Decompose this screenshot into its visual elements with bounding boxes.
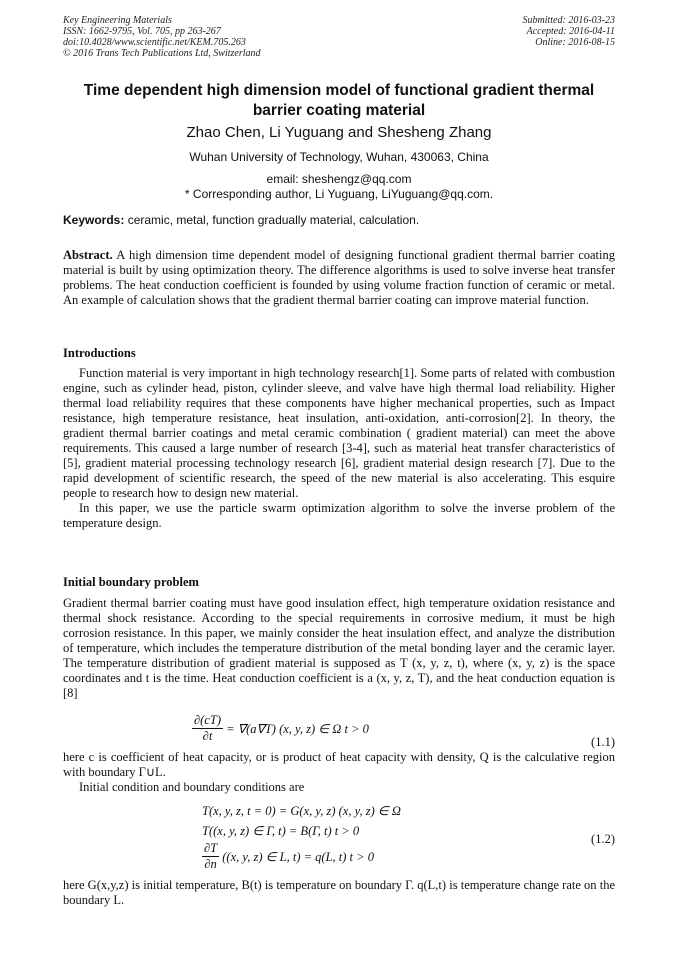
abstract — [63, 248, 615, 308]
dates-header — [523, 15, 616, 48]
journal-copyright: © 2016 Trans Tech Publications Ltd, Switzerland — [63, 48, 261, 59]
equation-1-1 — [192, 713, 369, 744]
keywords — [63, 213, 623, 227]
equation-1-2-line-3 — [202, 841, 374, 872]
journal-doi: doi:10.4028/www.scientific.net/KEM.705.263 — [63, 37, 246, 48]
eq1-numerator: ∂(cT) — [194, 713, 222, 727]
ibp-paragraph-1: Gradient thermal barrier coating must have good insulation effect, high temperature oxidation resistance and thermal shock resistance. According to the special requirements in corrosive medium, it must be high corrosion resistance. In this paper, we mainly consider the heat insulation effect, and analyze the distribution of temperature, which includes the temperature distribution of the metal bonding layer and the ceramic layer. The temperature distribution of gradient material is supposed as T (x, y, z, t), where (x, y, z) is the space coordinates and t is the time. Heat conduction coefficient is a (x, y, z, T), and the heat conduction equation is [8] — [63, 596, 615, 700]
journal-issn: ISSN: 1662-9795, Vol. 705, pp 263-267 — [63, 26, 221, 37]
ibp-paragraph-3: Initial condition and boundary conditions are — [79, 780, 305, 794]
eq2-denominator: ∂n — [204, 857, 217, 871]
equation-number-1-2: (1.2) — [591, 832, 615, 846]
paper-title: Time dependent high dimension model of functional gradient thermal barrier coating material — [83, 82, 595, 119]
equation-1-2-line-1: T(x, y, z, t = 0) = G(x, y, z) (x, y, z) ∈ Ω — [202, 804, 401, 818]
intro-section — [63, 366, 615, 531]
ibp-paragraph-2: here c is coefficient of heat capacity, or is product of heat capacity with density, Q is the calculative region with boundary Γ∪L. Initial condition and boundary conditions are — [63, 750, 615, 794]
accepted-date: Accepted: 2016-04-11 — [526, 26, 615, 37]
eq1-denominator: ∂t — [202, 729, 213, 743]
eq1-rest: = ∇(a∇T) (x, y, z) ∈ Ω t > 0 — [226, 721, 369, 736]
email: email: sheshengz@qq.com — [266, 172, 412, 186]
journal-header — [63, 15, 261, 59]
keywords-text: ceramic, metal, function gradually material, calculation. — [124, 213, 420, 227]
authors: Zhao Chen, Li Yuguang and Shesheng Zhang — [186, 124, 492, 141]
keywords-label: Keywords: — [63, 213, 125, 227]
intro-paragraph-2: In this paper, we use the particle swarm optimization algorithm to solve the inverse problem of the temperature design. — [63, 501, 615, 530]
affiliation: Wuhan University of Technology, Wuhan, 430063, China — [189, 150, 489, 164]
eq2-line3-rest: ((x, y, z) ∈ L, t) = q(L, t) t > 0 — [222, 849, 374, 864]
eq2-numerator: ∂T — [204, 841, 218, 855]
corresponding-author: * Corresponding author, Li Yuguang, LiYuguang@qq.com. — [184, 187, 494, 201]
abstract-text: A high dimension time dependent model of designing functional gradient thermal barrier coating material is built by using optimization theory. The difference algorithms is used to solve inverse heat transfer problems. The heat conduction coefficient is founded by using volume fraction function of ceramic or metal. An example of calculation shows that the gradient thermal barrier coating can improve material function. — [63, 248, 615, 307]
ibp-heading: Initial boundary problem — [63, 575, 199, 589]
abstract-label: Abstract. — [63, 248, 113, 262]
online-date: Online: 2016-08-15 — [535, 37, 615, 48]
submitted-date: Submitted: 2016-03-23 — [522, 15, 615, 26]
ibp-paragraph-4: here G(x,y,z) is initial temperature, B(t) is temperature on boundary Γ. q(L,t) is temperature change rate on the boundary L. — [63, 878, 615, 907]
equation-number-1-1: (1.1) — [591, 735, 615, 749]
contact-block — [63, 172, 615, 202]
intro-paragraph-1: Function material is very important in high technology research[1]. Some parts of related with combustion engine, such as cylinder head, piston, cylinder sleeve, and valve have high thermal load reliability. Higher thermal load reliability requires that these components have higher mechanical properties, such as Impact resistance, high temperature resistance, heat insulation, anti-oxidation, anti-corrosion[2]. In theory, the gradient thermal barrier coatings and metal ceramic combination ( gradient material) can meet the above requirements. This caused a large number of research [3-4], such as material heat transfer characteristics of [5], gradient material processing technology research [6], gradient material design research [7]. Due to the rapid development of scientific research, the speed of the new material is also accelerating. This esquire people to research how to design new material. — [63, 366, 615, 500]
equation-1-2-line-2: T((x, y, z) ∈ Γ, t) = B(Γ, t) t > 0 — [202, 824, 360, 838]
intro-heading: Introductions — [63, 346, 136, 360]
journal-name: Key Engineering Materials — [63, 15, 172, 26]
